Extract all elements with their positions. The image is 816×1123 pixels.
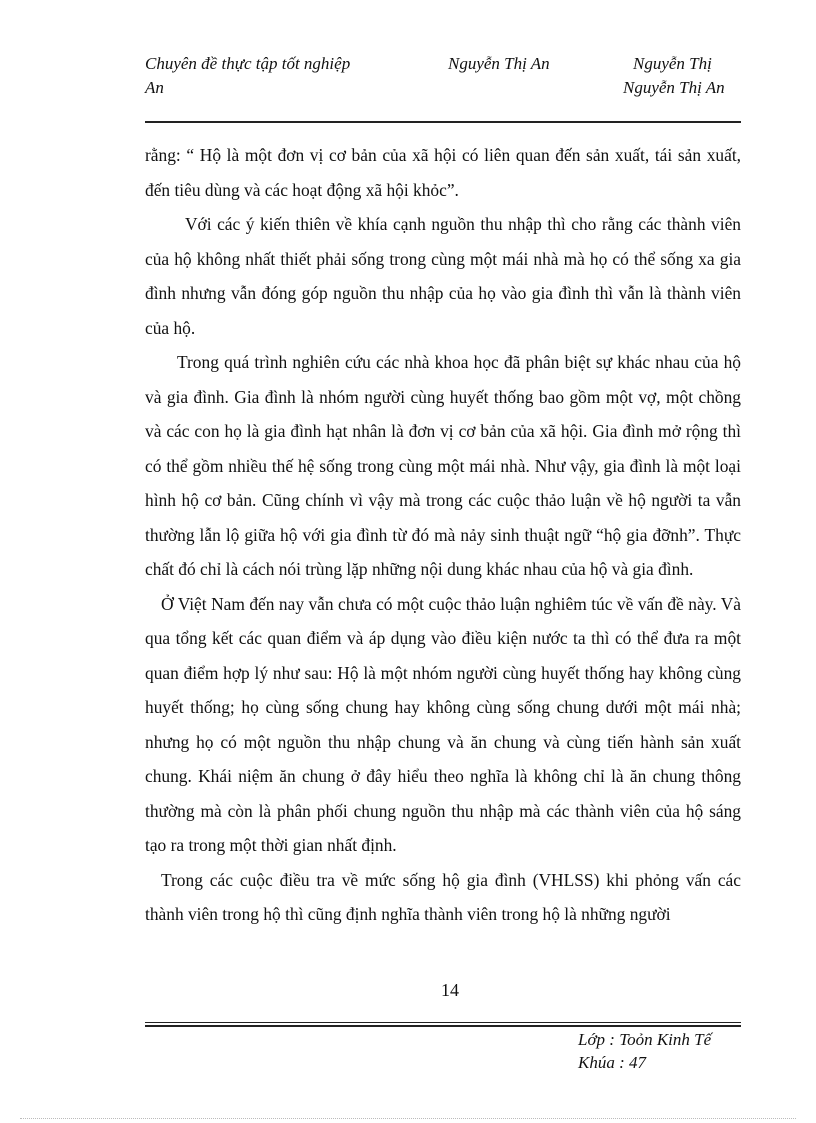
footer-class: Lớp : Toỏn Kinh Tế [578, 1030, 712, 1049]
page-bottom-edge [20, 1118, 796, 1119]
paragraph-income-view: Với các ý kiến thiên về khía cạnh nguồn thu nhập thì cho rằng các thành viên của hộ không nhất thiết phải sống trong cùng một mái nhà mà họ có thể sống xa gia đình nhưng vẫn đóng góp nguồn thu nhập của họ vào gia đình thì vẫn là thành viên của hộ. [145, 214, 741, 338]
paragraph-vhlss-survey: Trong các cuộc điều tra về mức sống hộ gia đình (VHLSS) khi phỏng vấn các thành viên trong hộ thì cũng định nghĩa thành viên trong hộ là những người [145, 869, 741, 924]
footer-cohort: Khúa : 47 [578, 1053, 646, 1072]
paragraph-vietnam-definition: Ở Việt Nam đến nay vẫn chưa có một cuộc thảo luận nghiêm túc về vấn đề này. Và qua tổng kết các quan điểm và áp dụng vào điều kiện nước ta thì có thể đưa ra một quan điểm hợp lý như sau: Hộ là một nhóm người cùng huyết thống hay không cùng huyết thống; họ cùng sống chung hay không cùng sống chung dưới một mái nhà; nhưng họ có một nguồn thu nhập chung và ăn chung và cùng tiến hành sản xuất chung. Khái niệm ăn chung ở đây hiểu theo nghĩa là không chỉ là ăn chung thông thường mà còn là phân phối chung nguồn thu nhập mà các thành viên của hộ sáng tạo ra trong một thời gian nhất định. [145, 593, 741, 855]
page-header [145, 52, 745, 102]
header-author-name-repeat: Nguyễn Thị An [623, 78, 725, 97]
header-author-name: Nguyễn Thị An [448, 54, 550, 73]
header-divider [145, 121, 741, 123]
paragraph-continuation: rằng: “ Hộ là một đơn vị cơ bản của xã hội có liên quan đến sản xuất, tái sản xuất, đến tiêu dùng và các hoạt động xã hội khỏc”. [145, 145, 741, 200]
paragraph-household-vs-family: Trong quá trình nghiên cứu các nhà khoa học đã phân biệt sự khác nhau của hộ và gia đình. Gia đình là nhóm người cùng huyết thống bao gồm một vợ, một chồng và các con họ là gia đình hạt nhân là đơn vị cơ bản của xã hội. Gia đình mở rộng thì có thể gồm nhiều thế hệ sống trong cùng một mái nhà. Như vậy, gia đình là một loại hình hộ cơ bản. Cũng chính vì vậy mà trong các cuộc thảo luận về hộ người ta vẫn thường lẫn lộ giữa hộ với gia đình từ đó mà nảy sinh thuật ngữ “hộ gia đỡnh”. Thực chất đó chỉ là cách nói trùng lặp những nội dung khác nhau của hộ và gia đình. [145, 352, 741, 579]
body-text [145, 138, 741, 932]
header-document-type: Chuyên đề thực tập tốt nghiệp [145, 54, 351, 73]
footer-divider-thick [145, 1025, 741, 1027]
footer-divider-thin [145, 1022, 741, 1023]
page-footer [578, 1028, 748, 1074]
header-author-name-partial: Nguyễn Thị [633, 54, 712, 73]
header-author-fragment: An [145, 78, 164, 97]
page-number: 14 [441, 980, 459, 1000]
